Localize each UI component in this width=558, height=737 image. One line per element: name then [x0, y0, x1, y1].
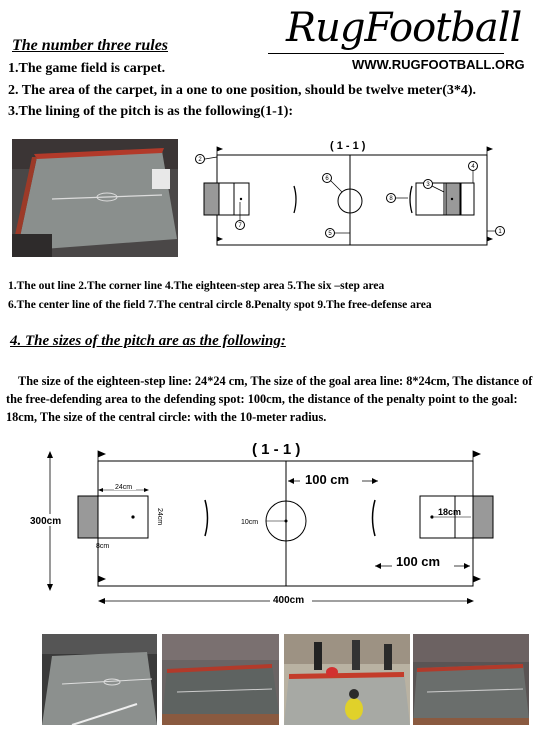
logo-underline	[268, 53, 504, 54]
pitch-photo-main-image	[12, 139, 178, 257]
diagram2-left-area	[98, 496, 148, 538]
area-height-label: 24cm	[156, 508, 163, 526]
callout-6: 6	[325, 176, 329, 182]
legend-line-2: 6.The center line of the field 7.The central circle 8.Penalty spot 9.The free-defense area	[8, 299, 432, 311]
height-label: 300cm	[30, 516, 62, 527]
area-width-label: 24cm	[115, 484, 133, 491]
photo-bottom-3	[284, 634, 410, 725]
circle-label: 10cm	[241, 519, 259, 526]
dist-top-label: 100 cm	[305, 472, 350, 487]
dist-bottom-label: 100 cm	[396, 554, 441, 569]
pitch-photo-main	[12, 139, 178, 257]
diagram2-left-goal	[78, 496, 98, 538]
legend-line-1: 1.The out line 2.The corner line 4.The eighteen-step area 5.The six –step area	[8, 280, 385, 292]
diagram1-title: ( 1 - 1 )	[330, 140, 366, 152]
pitch-diagram-large	[30, 436, 535, 618]
pitch-diagram-small	[190, 136, 505, 256]
photo-bottom-2	[162, 634, 279, 725]
callout-3: 3	[426, 182, 430, 188]
callout-5: 5	[328, 231, 332, 237]
diagram2-title: ( 1 - 1 )	[252, 441, 301, 458]
rule-2: 2. The area of the carpet, in a one to one position, should be twelve meter(3*4).	[8, 83, 477, 98]
rules-title: The number three rules	[12, 37, 169, 54]
callout-1: 1	[498, 229, 502, 235]
sizes-paragraph: The size of the eighteen-step line: 24*24 cm, The size of the goal area line: 8*24cm, The distance of the free-defending area to the defending spot: 100cm, the distance of the penalty point to the goal: 18cm, The size of the central circle: with the 10-meter radius.	[6, 374, 533, 424]
callout-2: 2	[198, 157, 202, 163]
diagram1-left-goal	[204, 183, 219, 215]
penalty-label: 18cm	[438, 507, 462, 517]
callout-4: 4	[471, 164, 475, 170]
callout-8: 8	[389, 196, 393, 202]
website-url[interactable]: WWW.RUGFOOTBALL.ORG	[352, 57, 525, 72]
rule-3: 3.The lining of the pitch is as the following(1-1):	[8, 104, 294, 119]
goal-label: 8cm	[96, 543, 110, 550]
photo-bottom-4	[413, 634, 529, 725]
photo-bottom-1	[42, 634, 157, 725]
diagram1-right-goal	[446, 183, 461, 215]
diagram2-right-goal	[473, 496, 493, 538]
callout-7: 7	[238, 223, 242, 229]
rule-1: 1.The game field is carpet.	[8, 61, 166, 76]
width-label: 400cm	[273, 595, 305, 606]
rugfootball-logo: RugFootball	[286, 5, 522, 51]
sizes-title: 4. The sizes of the pitch are as the following:	[10, 333, 286, 349]
